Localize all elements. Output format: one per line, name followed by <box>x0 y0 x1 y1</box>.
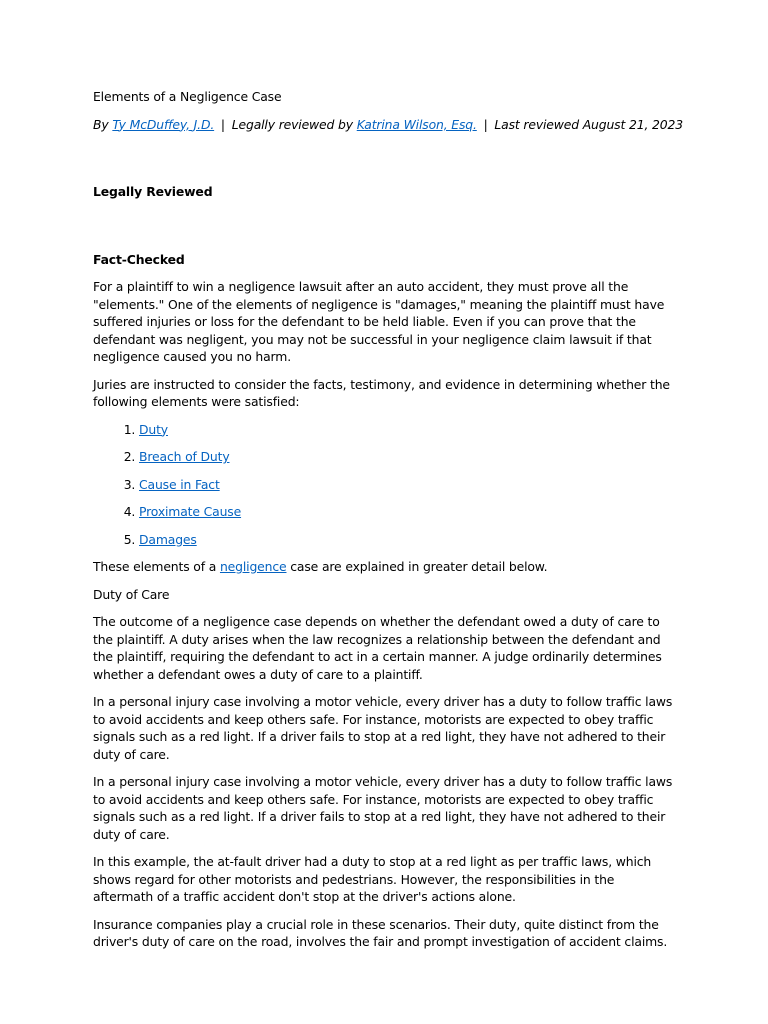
document-title: Elements of a Negligence Case <box>93 89 282 104</box>
fact-checked-label: Fact-Checked <box>93 251 185 267</box>
reviewer-link[interactable]: Katrina Wilson, Esq. <box>356 116 477 132</box>
insurance-paragraph: Insurance companies play a crucial role in these scenarios. Their duty, quite distinct from the driver's duty of care on the road, involves the fair and prompt investigation of accident claims. <box>93 916 668 949</box>
byline-by-prefix: By <box>93 116 109 132</box>
negligence-link[interactable]: negligence <box>219 559 287 574</box>
last-reviewed-date: Last reviewed August 21, 2023 <box>494 116 683 132</box>
vehicle-paragraph-repeat: In a personal injury case involving a motor vehicle, every driver has a duty to follow traffic laws to avoid accidents and keep others safe. For instance, motorists are expected to obey traffic signals such as a red light. If a driver fails to stop at a red light, they have not adhered to their duty of care. <box>93 774 673 842</box>
list-item <box>139 503 678 521</box>
list-item <box>139 531 678 549</box>
byline-reviewed-prefix: Legally reviewed by <box>231 116 353 132</box>
outcome-paragraph: The outcome of a negligence case depends on whether the defendant owed a duty of care to the plaintiff. A duty arises when the law recognizes a relationship between the defendant and the plaintiff, requiring the defendant to act in a certain manner. A judge ordinarily determines whether a defendant owes a duty of care to a plaintiff. <box>93 614 662 682</box>
author-link[interactable]: Ty McDuffey, J.D. <box>112 116 215 132</box>
explained-text-after: case are explained in greater detail below. <box>286 559 548 574</box>
explained-text-before: These elements of a <box>93 559 220 574</box>
byline <box>93 116 683 134</box>
example-paragraph: In this example, the at-fault driver had a duty to stop at a red light as per traffic laws, which shows regard for other motorists and pedestrians. However, the responsibilities in the aftermath of a traffic accident don't stop at the driver's actions alone. <box>93 854 652 904</box>
duty-of-care-heading: Duty of Care <box>93 586 170 602</box>
element-link-duty[interactable]: Duty <box>139 421 168 437</box>
list-item <box>139 448 678 466</box>
vehicle-paragraph: In a personal injury case involving a motor vehicle, every driver has a duty to follow traffic laws to avoid accidents and keep others safe. For instance, motorists are expected to obey traffic signals such as a red light. If a driver fails to stop at a red light, they have not adhered to their duty of care. <box>93 694 673 762</box>
element-link-cause-in-fact[interactable]: Cause in Fact <box>139 476 220 492</box>
element-link-damages[interactable]: Damages <box>139 531 197 547</box>
document-page <box>93 88 683 961</box>
byline-separator: | <box>483 116 488 132</box>
byline-separator: | <box>220 116 225 132</box>
list-item <box>139 421 678 439</box>
list-item <box>139 476 678 494</box>
juries-paragraph: Juries are instructed to consider the facts, testimony, and evidence in determining whether the following elements were satisfied: <box>93 376 670 409</box>
elements-list <box>93 421 678 549</box>
element-link-breach-of-duty[interactable]: Breach of Duty <box>139 449 230 464</box>
explained-paragraph <box>93 558 678 576</box>
element-link-proximate-cause[interactable]: Proximate Cause <box>139 504 242 519</box>
intro-paragraph: For a plaintiff to win a negligence lawsuit after an auto accident, they must prove all the "elements." One of the elements of negligence is "damages," meaning the plaintiff must have suffered injuries or loss for the defendant to be held liable. Even if you can prove that the defendant was negligent, you may not be successful in your negligence claim lawsuit if that negligence caused you no harm. <box>93 279 665 364</box>
legally-reviewed-label: Legally Reviewed <box>93 184 213 199</box>
